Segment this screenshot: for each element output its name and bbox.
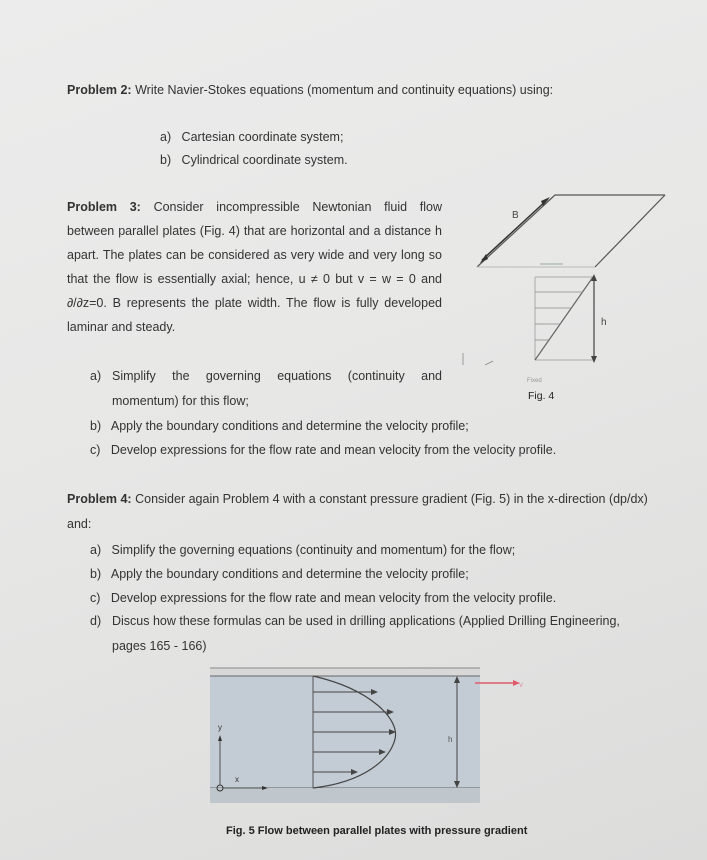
fig5-fluid-region — [210, 676, 480, 803]
item-text: Develop expressions for the flow rate and mean velocity from the velocity profile. — [110, 443, 557, 457]
problem-3-line-2: between parallel plates (Fig. 4) that are horizontal and a distance h — [67, 224, 442, 238]
problem-3-item-a-text: Simplify the governing equations (continuity and — [112, 369, 442, 383]
item-marker: c) — [90, 591, 101, 605]
problem-3-item-b — [90, 419, 469, 433]
item-marker: b) — [90, 567, 102, 581]
fig5-label-y: y — [218, 723, 222, 732]
problem-3-line-5: ∂/∂z=0. B represents the plate width. The flow is fully developed — [67, 296, 442, 310]
fig4-label-fixed: Fixed — [527, 378, 542, 384]
item-marker: c) — [90, 443, 101, 457]
problem-4-heading — [67, 492, 648, 506]
problem-3-item-a-cont: momentum) for this flow; — [112, 394, 249, 408]
fig4-label-h: h — [601, 317, 607, 328]
fig-4-diagram — [455, 185, 680, 400]
item-marker: a) — [160, 130, 172, 144]
fig-5-diagram — [205, 664, 525, 814]
problem-3-item-c — [90, 443, 556, 457]
problem-4-item-c — [90, 591, 556, 605]
problem-4-item-d-text: Discus how these formulas can be used in drilling applications (Applied Drilling Engineering, — [112, 614, 620, 628]
item-text: Cylindrical coordinate system. — [181, 153, 348, 167]
item-text: Cartesian coordinate system; — [181, 130, 344, 144]
item-text: Simplify the governing equations (continuity and momentum) for the flow; — [111, 543, 516, 557]
problem-2-heading — [67, 83, 553, 97]
problem-4-item-d-cont: pages 165 - 166) — [112, 639, 207, 653]
fig4-velocity-profile — [535, 277, 593, 360]
fig5-label-x: x — [235, 775, 239, 784]
item-marker: a) — [90, 543, 102, 557]
problem-3-text: Consider incompressible Newtonian fluid flow — [153, 200, 442, 214]
fig-5-caption: Fig. 5 Flow between parallel plates with pressure gradient — [226, 825, 528, 837]
problem-2-text: Write Navier-Stokes equations (momentum and continuity equations) using: — [135, 83, 554, 97]
problem-4-text-continued: and: — [67, 517, 92, 531]
item-text: Apply the boundary conditions and determine the velocity profile; — [110, 567, 469, 581]
problem-4-item-a — [90, 543, 515, 557]
fig4-upper-plate-edge — [477, 195, 555, 267]
problem-2-label: Problem 2: — [67, 83, 132, 97]
fig5-upper-plate — [210, 668, 480, 676]
problem-4-item-b — [90, 567, 469, 581]
fig5-label-h: h — [448, 735, 453, 744]
fig5-lower-plate-body — [210, 788, 480, 803]
problem-3-line-4: that the flow is essentially axial; hence, u ≠ 0 but v = w = 0 and — [67, 272, 442, 286]
problem-3-line-3: apart. The plates can be considered as very wide and very long so — [67, 248, 442, 262]
problem-4-text: Consider again Problem 4 with a constant pressure gradient (Fig. 5) in the x-direction (dp/dx) — [135, 492, 648, 506]
problem-4-label: Problem 4: — [67, 492, 132, 506]
fig4-upper-plate-right — [595, 195, 665, 267]
fig4-width-arrow — [482, 199, 548, 260]
problem-3-line-6: laminar and steady. — [67, 320, 176, 334]
problem-3-line-1 — [67, 200, 442, 214]
problem-2-item-b — [160, 153, 348, 167]
item-text: Apply the boundary conditions and determine the velocity profile; — [110, 419, 469, 433]
item-text: Develop expressions for the flow rate and mean velocity from the velocity profile. — [110, 591, 557, 605]
problem-3-item-a-marker: a) — [90, 369, 102, 383]
item-marker: b) — [90, 419, 102, 433]
fig4-x-axis — [485, 361, 493, 365]
fig4-label-B: B — [512, 210, 519, 221]
fig-4-caption: Fig. 4 — [528, 390, 555, 402]
problem-2-item-a — [160, 130, 343, 144]
problem-4-item-d-marker: d) — [90, 614, 102, 628]
fig5-label-V: V — [519, 683, 524, 689]
problem-3-label: Problem 3: — [67, 200, 141, 214]
item-marker: b) — [160, 153, 172, 167]
